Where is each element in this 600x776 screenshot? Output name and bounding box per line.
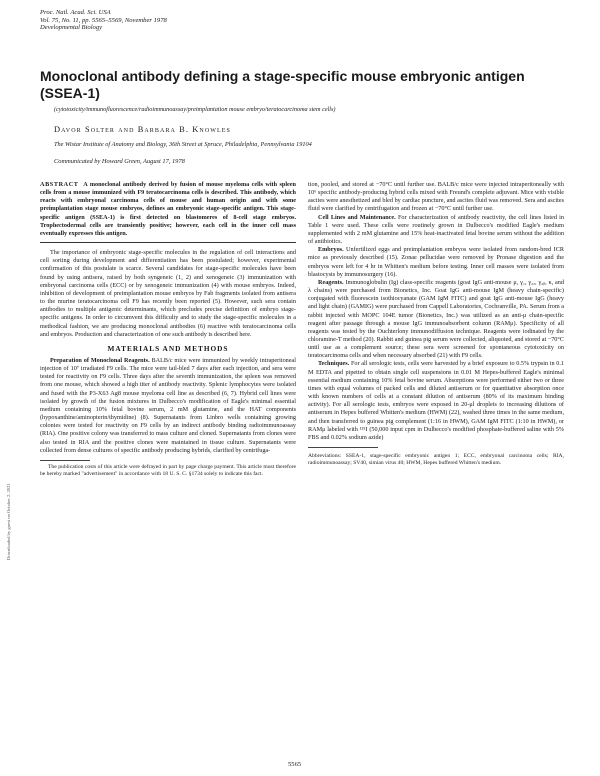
- methods-paragraph-1: [40, 357, 296, 455]
- runin-heading: Preparation of Monoclonal Reagents.: [50, 356, 150, 364]
- paragraph-text: For all serologic tests, cells were harvested by a brief exposure to 0.5% trypsin in 0.1 M EDTA and pipetted to obtain single cell suspensions in 0.01 M Hepes-buffered Eagle's minimal essential medium containing 10% fetal bovine serum. Absorptions were performed either two or three times with equal volumes of packed cells and diluted antiserum or for quantitative absorption once with known numbers of cells at a constant dilution of antiserum (80% of its maximum binding activity). For all serologic tests, embryos were exposed in 20-μl droplets to increasing dilutions of antiserum in Hepes buffered Whitten's medium (HWM) (22), washed three times in the same medium, and then transferred to guinea pig complement (1:16 in HWM), GAM IgM FITC (1:10 in HWM), or RAMμ labeled with ¹²⁵I (50,000 input cpm in Dulbecco's modified phosphate-buffered saline with 5% FBS and 0.02% sodium azide): [308, 360, 564, 441]
- methods-paragraph-embryos: [308, 246, 564, 279]
- abstract: [40, 181, 296, 243]
- runin-heading: Embryos.: [318, 246, 344, 254]
- download-note: Downloaded by guest on October 2, 2021: [6, 483, 11, 560]
- paragraph-text: Immunoglobulin (Ig) class-specific reagents (goat IgG anti-mouse μ, γ₁, γ₂ₐ, γ₂ᵦ, κ, and λ chains) were purchased from Bionetics, Inc. Goat IgG anti-mouse IgM (heavy chain-specific) conjugated with fluorescein isothiocyanate (GAM IgM FITC) and goat IgG anti-mouse IgG (heavy and light chain) (GAMIG) were purchased from Cappell Laboratories, Cochranville, PA. Serum from a rabbit injected with MOPC 104E tumor (Bionetics, Inc.) was utilized as an anti-μ chain-specific reagent after passage through a mouse IgG immunoabsorbent column (RAMμ). Specificity of all reagents was tested by the Ouchterlony immunodiffusion technique. Reagents were iodinated by the chloramine-T method (20). Rabbit and guinea pig serum were collected, aliquoted, and stored at −70°C until use as a complement source; these sera were screened for spontaneous cytotoxicity on teratocarcinoma cells and when necessary absorbed (21) with F9 cells.: [308, 278, 564, 360]
- footnote: The publication costs of this article were defrayed in part by page charge payment. This article must therefore be hereby marked "advertisement" in accordance with 18 U. S. C. §1734 solely to indicate this fact.: [40, 463, 296, 477]
- methods-paragraph-reagents: [308, 279, 564, 361]
- methods-paragraph-cell-lines: [308, 214, 564, 247]
- journal-name: Proc. Natl. Acad. Sci. USA: [40, 9, 111, 16]
- page-number: 5565: [288, 761, 302, 768]
- paragraph-text: BALB/c mice were immunized by weekly intraperitoneal injection of 10⁷ irradiated F9 cells. The mice were tail-bled 7 days after each injection, and sera were tested for reactivity on F9 cells. Three days after the seventh immunization, the spleen was removed from one mouse, which showed a high titer of antibody reactivity. Splenic lymphocytes were isolated and fused with the P3-X63 Ag8 mouse myeloma cell line as described (6, 7). Hybrid cell lines were isolated by growth of the fusion mixtures in Dulbecco's modification of Eagle's minimal essential medium containing 10% fetal bovine serum, 2 mM glutamine, and the HAT components (hypoxanthine/aminopterin/thymidine) (8). Supernatants from Linbro wells containing growing colonies were tested for reactivity on F9 cells by an indirect antibody binding radioimmunoassay (RIA). One positive colony was transferred to mass culture and cloned. Supernatants from clones were also tested in RIA and the positive clones were maintained in tissue culture. Supernatants were collected from dense cultures of specific antibody producing hybrids, clarified by centrifuga-: [40, 356, 296, 454]
- left-column: [40, 181, 296, 478]
- runin-heading: Cell Lines and Maintenance.: [318, 213, 396, 221]
- communicated-by: Communicated by Howard Green, August 17, 1978: [54, 158, 185, 165]
- paper-title: Monoclonal antibody defining a stage-specific mouse embryonic antigen (SSEA-1): [40, 68, 525, 101]
- intro-paragraph: The importance of embryonic stage-specific molecules in the regulation of cell interactions and cell sorting during development and differentiation has been postulated; however, experimental confirmation of this postulate is scarce. Several candidates for stage-specific molecules have been found by using antisera, raised by both syngeneic (1, 2) and xenogeneic (3) immunization with embryonal carcinoma cells (ECC) or by xenogeneic immunization (4) with mouse embryos. Indeed, inhibition of development of preimplantation mouse embryos by Fab fragments isolated from antisera to the murine teratocarcinoma cell F9 has recently been reported (5). However, such sera contain antibodies to multiple antigenic determinants, which precludes precise definition of embryo stage-specific antigens. In order to circumvent this difficulty and to study the stage-specific molecules in a methodical fashion, we are producing monoclonal antibodies (6) reactive with teratocarcinoma cells and embryos. Production and characterization of one such antibody is described here.: [40, 249, 296, 338]
- authors: Davor Solter and Barbara B. Knowles: [54, 125, 231, 134]
- methods-paragraph-techniques: [308, 360, 564, 442]
- journal-header: [40, 9, 167, 32]
- abbreviations-divider: [308, 447, 378, 448]
- journal-volume: Vol. 75, No. 11, pp. 5565–5569, November 1978: [40, 16, 167, 24]
- methods-paragraph-cont: tion, pooled, and stored at −70°C until further use. BALB/c mice were injected intraperitoneally with 10⁶ specific antibody-producing hybrid cells mixed with Freund's complete adjuvant. Mice with visible ascites were anesthetized and bled by cardiac puncture, and ascites fluid was removed. Sera and ascites fluid were clarified by centrifugation and frozen at −70°C until further use.: [308, 181, 564, 213]
- abstract-text: A monoclonal antibody derived by fusion of mouse myeloma cells with spleen cells from a mouse immunized with F9 teratocarcinoma cells is described. This antibody, which reacts with embryonal carcinoma cells of mouse and human origin and with some preimplantation stage mouse embryos, defines an embryonic stage-specific antigen. This stage-specific antigen (SSEA-1) is first detected on blastomeres of 8-cell stage embryos. Trophectodermal cells are transiently positive; however, each cell in the inner cell mass eventually expresses this antigen.: [40, 181, 296, 237]
- affiliation: The Wistar Institute of Anatomy and Biology, 36th Street at Spruce, Philadelphia, Pennsylvania 19104: [54, 141, 312, 148]
- right-column: [308, 181, 564, 467]
- paragraph-text: Unfertilized eggs and preimplantation embryos were isolated from random-bred ICR mice as previously described (15). Zonae pellucidae were removed by Pronase digestion and the embryos were left for 4 hr in Whitten's medium before testing. Inner cell masses were isolated from blastocysts by immunosurgery (16).: [308, 246, 564, 278]
- abbreviations: Abbreviations: SSEA-1, stage-specific embryonic antigen 1; ECC, embryonal carcinoma cells; RIA, radioimmunoassay; SV40, simian virus 40; HWM, Hepes buffered Whitten's medium.: [308, 453, 564, 466]
- footnote-divider: [40, 460, 90, 461]
- abstract-label: ABSTRACT: [40, 181, 79, 188]
- journal-section: Developmental Biology: [40, 24, 103, 32]
- runin-heading: Reagents.: [318, 278, 344, 286]
- runin-heading: Techniques.: [318, 360, 350, 368]
- keywords: (cytotoxicity/immunofluorescence/radioimmunoassay/preimplantation mouse embryo/teratocarcinoma stem cells): [54, 106, 336, 113]
- section-heading-methods: MATERIALS AND METHODS: [107, 343, 229, 353]
- paragraph-text: For characterization of antibody reactivity, the cell lines listed in Table 1 were used. These cells were routinely grown in Dulbecco's modified Eagle's medium supplemented with 2 mM glutamine and 15% heat-inactivated fetal bovine serum without the addition of antibiotics.: [308, 213, 564, 246]
